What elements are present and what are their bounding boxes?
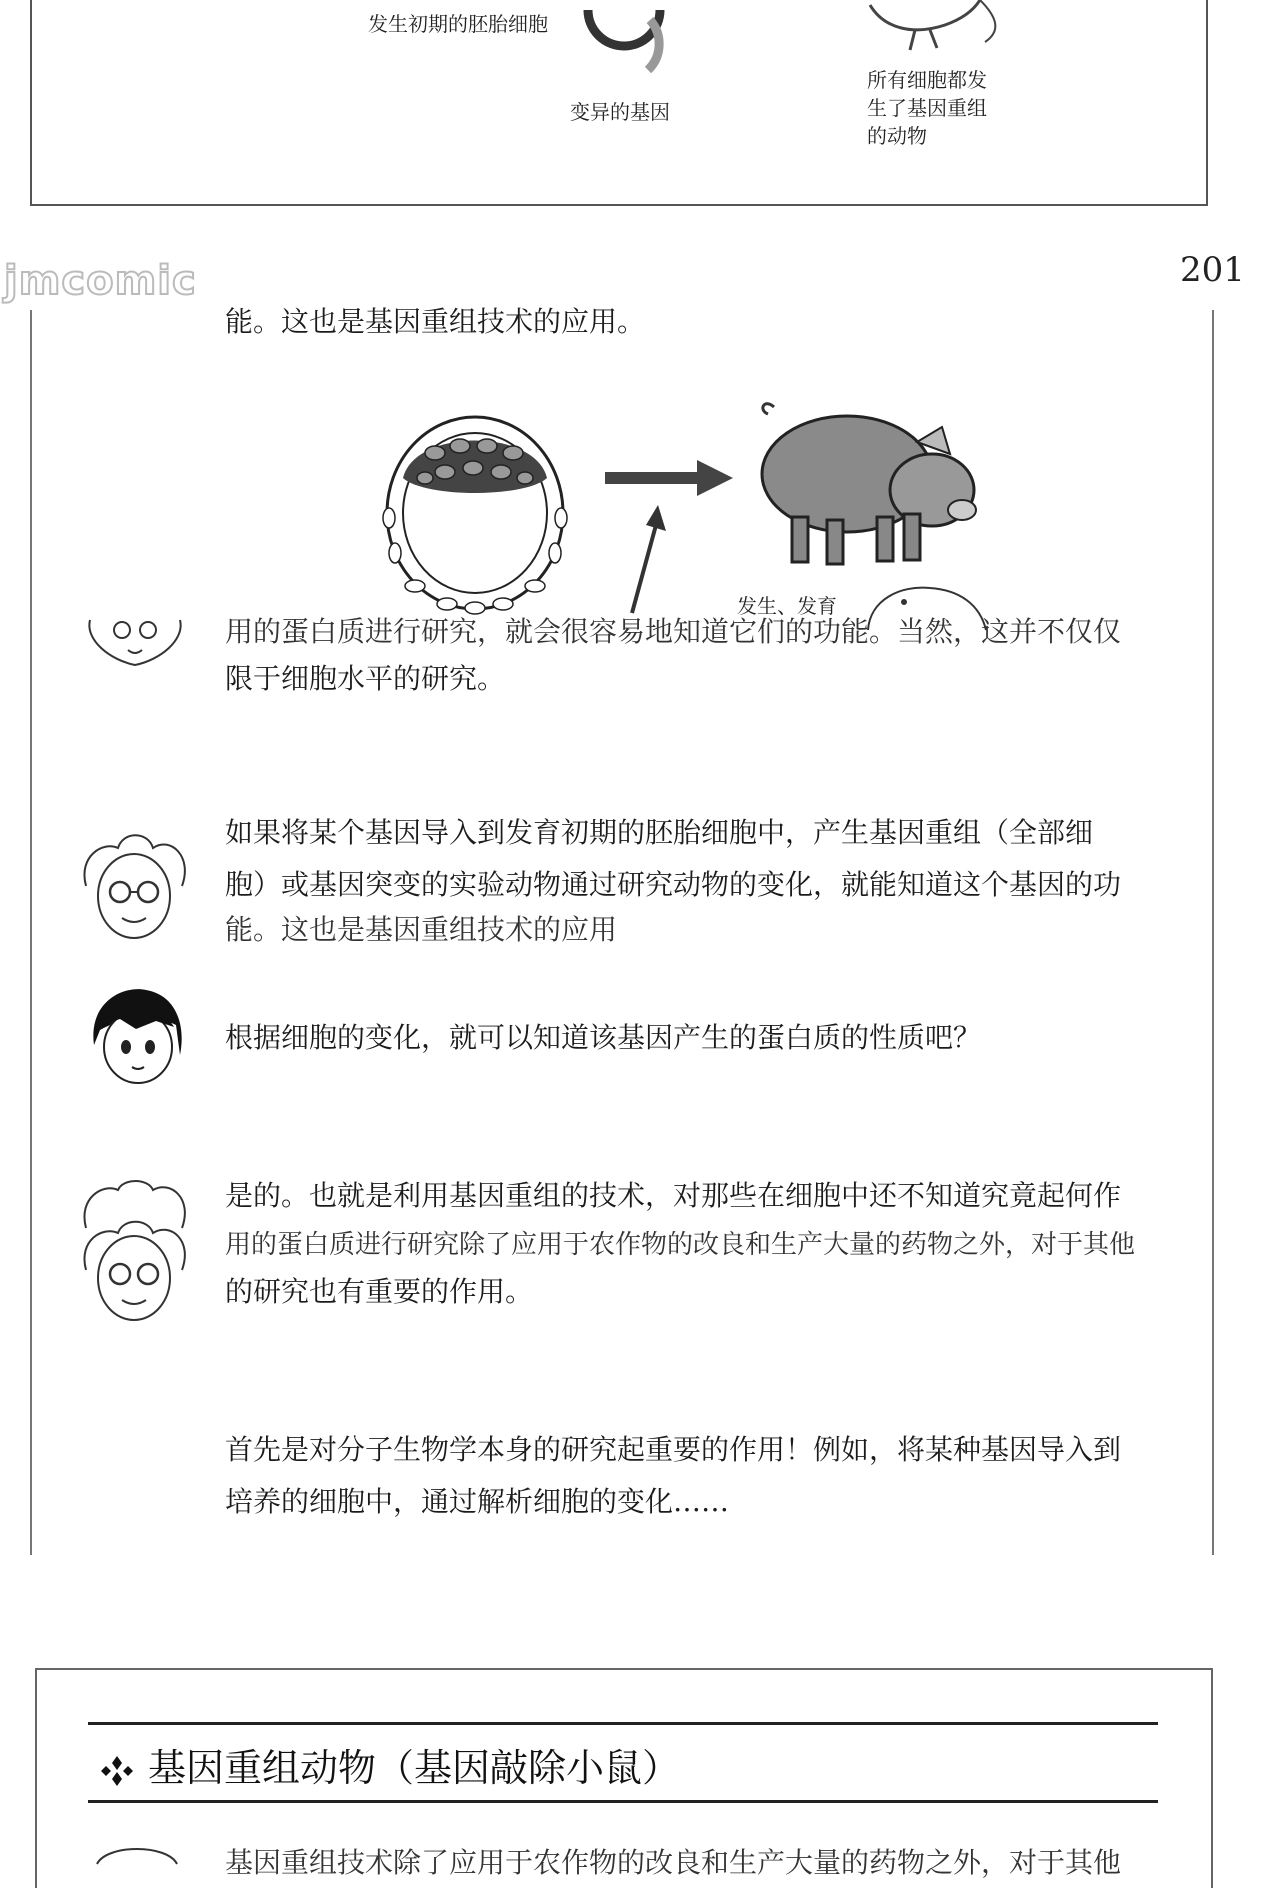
strip6-line-2: 培养的细胞中，通过解析细胞的变化…… — [225, 1485, 730, 1518]
page-right-border — [1212, 310, 1214, 1555]
bottom-line-fragment: 基因重组技术除了应用于农作物的改良和生产大量的药物之外，对于其他 — [225, 1846, 1122, 1879]
section-rule-top — [88, 1722, 1158, 1725]
mutant-gene-caption: 变异的基因 — [570, 100, 670, 124]
up-arrow-icon — [620, 505, 670, 615]
professor-avatar-partial — [80, 620, 190, 670]
section-rule-bottom — [88, 1800, 1158, 1803]
professor-avatar-top-partial — [92, 1840, 182, 1864]
mouse-illustration — [855, 0, 1005, 60]
strip5-line-3: 的研究也有重要的作用。 — [225, 1275, 534, 1308]
page-left-border — [30, 310, 32, 1555]
strip3-line-3-fragment: 能。这也是基因重组技术的应用 — [225, 913, 618, 946]
professor-avatar — [78, 826, 190, 934]
student-avatar — [86, 985, 188, 1087]
strip4-text: 根据细胞的变化，就可以知道该基因产生的蛋白质的性质吧？ — [225, 1021, 982, 1054]
strip3-line-1: 如果将某个基因导入到发育初期的胚胎细胞中，产生基因重组（全部细 — [225, 816, 1094, 849]
strip2-line-1-fragment: 用的蛋白质进行研究，就会很容易地知道它们的功能。当然，这并不仅仅 — [225, 615, 1122, 648]
professor-avatar-double — [78, 1178, 190, 1328]
pig-illustration — [752, 392, 987, 572]
section-title — [100, 1737, 680, 1792]
strip3-line-2: 胞）或基因突变的实验动物通过研究动物的变化，就能知道这个基因的功 — [225, 868, 1122, 901]
embryo-cell-caption: 发生初期的胚胎细胞 — [368, 12, 548, 36]
strip2-line-2: 限于细胞水平的研究。 — [225, 662, 506, 695]
figure-caption-development: 发生、发育 — [737, 594, 837, 618]
embryo-ring-illustration — [578, 0, 670, 84]
watermark-logo: jmcomic — [4, 258, 197, 304]
blastocyst-illustration — [375, 408, 575, 618]
four-diamond-bullet-icon — [100, 1754, 134, 1788]
strip5-line-1: 是的。也就是利用基因重组的技术，对那些在细胞中还不知道究竟起何作 — [225, 1179, 1122, 1212]
right-arrow-icon — [605, 458, 735, 498]
page-number: 201 — [1180, 250, 1245, 290]
strip5-line-2-fragment: 用的蛋白质进行研究除了应用于农作物的改良和生产大量的药物之外，对于其他 — [225, 1230, 1136, 1260]
strip1-text: 能。这也是基因重组技术的应用。 — [225, 305, 646, 338]
strip6-line-1: 首先是对分子生物学本身的研究起重要的作用！例如，将某种基因导入到 — [225, 1433, 1122, 1466]
section-title-text: 基因重组动物（基因敲除小鼠） — [148, 1746, 681, 1790]
recombinant-animal-caption: 所有细胞都发 生了基因重组 的动物 — [867, 68, 987, 148]
